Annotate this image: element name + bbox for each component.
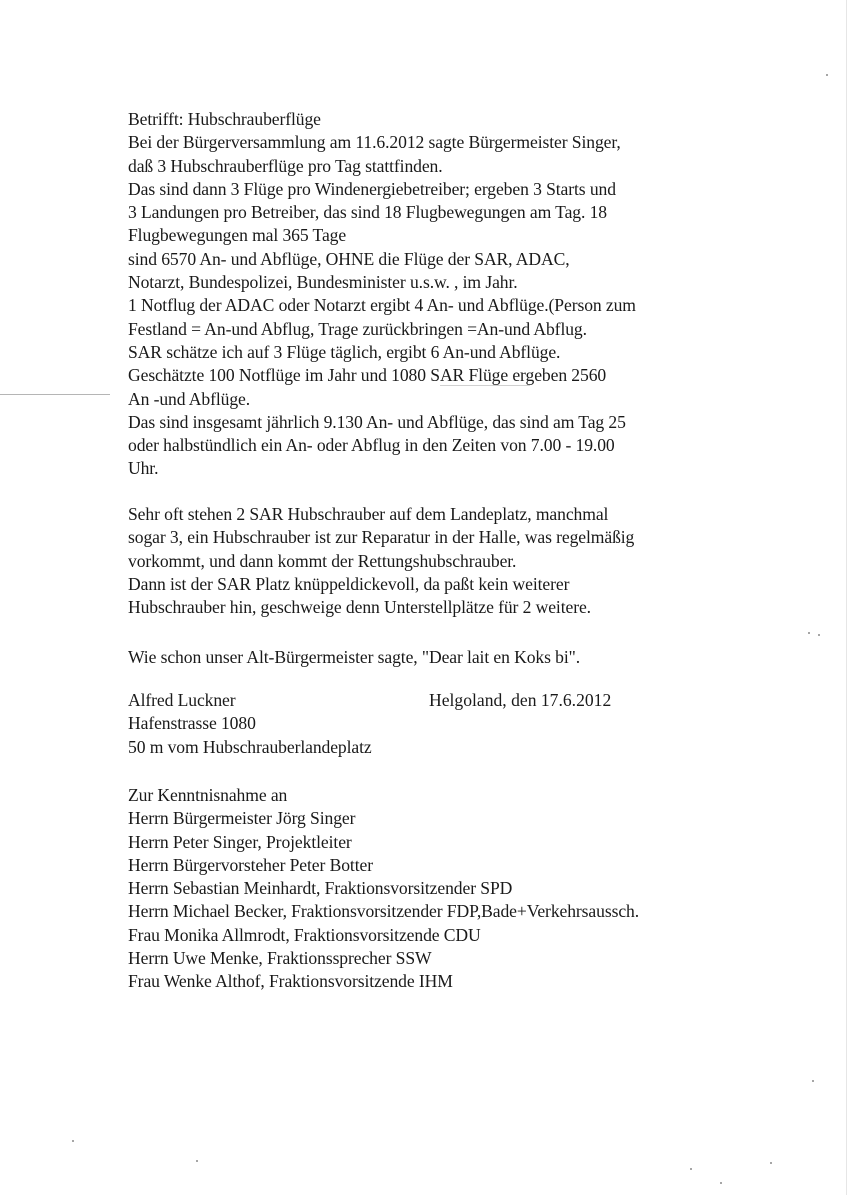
cc-recipient: Herrn Bürgermeister Jörg Singer — [128, 808, 356, 829]
place-date: Helgoland, den 17.6.2012 — [429, 690, 612, 710]
quote-paragraph — [128, 646, 580, 669]
sender-street: Hafenstrasse 1080 — [128, 713, 256, 734]
body-line: daß 3 Hubschrauberflüge pro Tag stattfinden. — [128, 155, 443, 176]
cc-recipient: Herrn Michael Becker, Fraktionsvorsitzender FDP,Bade+Verkehrsaussch. — [128, 901, 640, 922]
body-line: Flugbewegungen mal 365 Tage — [128, 225, 347, 246]
cc-heading: Zur Kenntnisnahme an — [128, 785, 288, 805]
scan-speck — [72, 1140, 74, 1142]
body-line: 3 Landungen pro Betreiber, das sind 18 Flugbewegungen am Tag. 18 — [128, 202, 607, 223]
scan-fold-line — [440, 385, 530, 386]
scan-speck — [826, 74, 828, 76]
body-line: oder halbstündlich ein An- oder Abflug in den Zeiten von 7.00 - 19.00 — [128, 435, 615, 456]
paragraph-line: Hubschrauber hin, geschweige denn Unterstellplätze für 2 weitere. — [128, 597, 591, 618]
cc-recipient: Frau Wenke Althof, Fraktionsvorsitzende IHM — [128, 971, 453, 992]
cc-recipient: Frau Monika Allmrodt, Fraktionsvorsitzende CDU — [128, 924, 481, 945]
quote-line: Wie schon unser Alt-Bürgermeister sagte, "Dear lait en Koks bi". — [128, 647, 581, 667]
cc-recipient: Herrn Sebastian Meinhardt, Fraktionsvorsitzender SPD — [128, 878, 513, 899]
letter-body — [128, 108, 636, 481]
letter-paragraph-2 — [128, 503, 634, 619]
body-line: 1 Notflug der ADAC oder Notarzt ergibt 4 An- und Abflüge.(Person zum — [128, 295, 636, 316]
paragraph-line: Sehr oft stehen 2 SAR Hubschrauber auf dem Landeplatz, manchmal — [128, 504, 609, 524]
body-line: Das sind insgesamt jährlich 9.130 An- und Abflüge, das sind am Tag 25 — [128, 411, 626, 432]
body-line: Geschätzte 100 Notflüge im Jahr und 1080 SAR Flüge ergeben 2560 — [128, 365, 607, 386]
scan-edge-line — [846, 0, 847, 1195]
sender-note: 50 m vom Hubschrauberlandeplatz — [128, 736, 372, 757]
body-line: Notarzt, Bundespolizei, Bundesminister u.s.w. , im Jahr. — [128, 272, 518, 293]
body-line: Festland = An-und Abflug, Trage zurückbringen =An-und Abflug. — [128, 318, 587, 339]
scan-speck — [690, 1168, 692, 1170]
sender-name: Alfred Luckner — [128, 690, 236, 710]
body-line: SAR schätze ich auf 3 Flüge täglich, ergibt 6 An-und Abflüge. — [128, 341, 561, 362]
body-line: sind 6570 An- und Abflüge, OHNE die Flüge der SAR, ADAC, — [128, 248, 570, 269]
body-line: Bei der Bürgerversammlung am 11.6.2012 sagte Bürgermeister Singer, — [128, 132, 621, 153]
scan-speck — [720, 1182, 722, 1184]
subject-line: Betrifft: Hubschrauberflüge — [128, 109, 321, 129]
body-line: Uhr. — [128, 458, 159, 479]
body-line: Das sind dann 3 Flüge pro Windenergiebetreiber; ergeben 3 Starts und — [128, 178, 616, 199]
body-line: An -und Abflüge. — [128, 388, 251, 409]
scan-speck — [770, 1162, 772, 1164]
cc-recipient: Herrn Peter Singer, Projektleiter — [128, 831, 352, 852]
scan-speck — [196, 1160, 198, 1162]
paragraph-line: sogar 3, ein Hubschrauber ist zur Reparatur in der Halle, was regelmäßig — [128, 527, 635, 548]
cc-recipient: Herrn Uwe Menke, Fraktionssprecher SSW — [128, 948, 432, 969]
scan-fold-line — [0, 394, 110, 395]
cc-block — [128, 784, 639, 994]
scan-speck — [808, 632, 810, 634]
scan-speck — [818, 634, 820, 636]
cc-recipient: Herrn Bürgervorsteher Peter Botter — [128, 854, 373, 875]
scan-speck — [812, 1080, 814, 1082]
paragraph-line: vorkommt, und dann kommt der Rettungshubschrauber. — [128, 550, 517, 571]
paragraph-line: Dann ist der SAR Platz knüppeldickevoll, da paßt kein weiterer — [128, 573, 570, 594]
sender-block — [128, 689, 372, 759]
